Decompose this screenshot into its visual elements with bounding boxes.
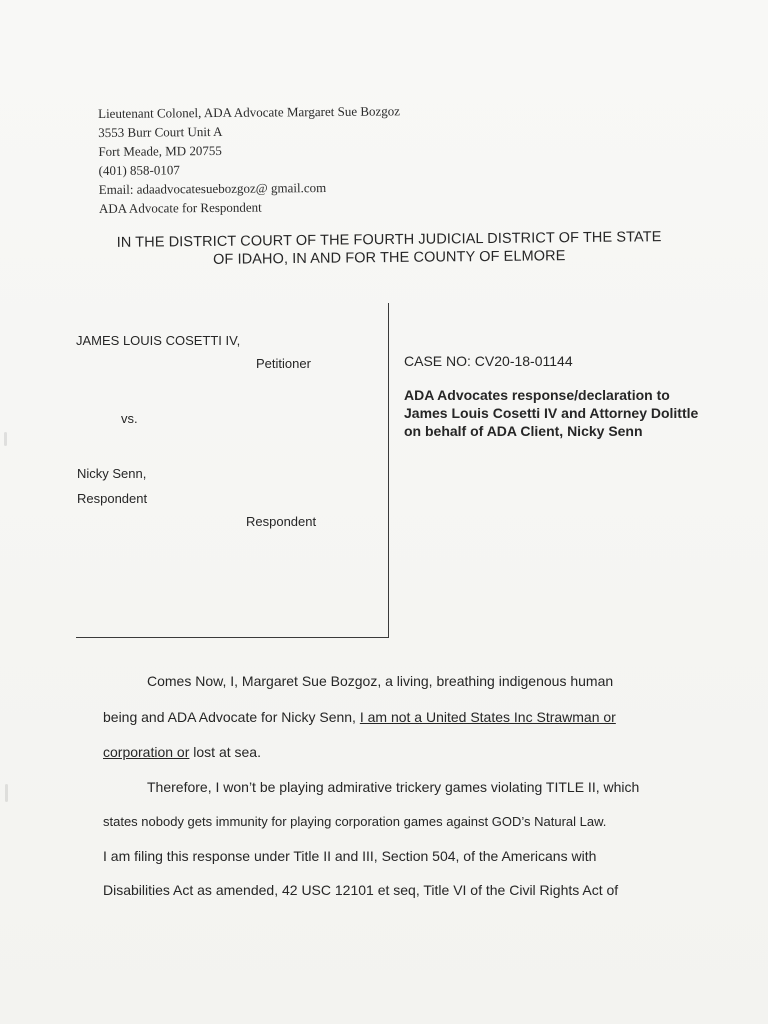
document-title: ADA Advocates response/declaration to James Louis Cosetti IV and Attorney Dolittle on behalf of ADA Client, Nicky Senn [404,387,699,439]
corporation-underlined: corporation or [103,744,190,760]
petitioner-name: JAMES LOUIS COSETTI IV, [76,333,241,348]
scan-artifact [5,784,8,802]
case-number: CASE NO: CV20-18-01144 [404,353,573,369]
paragraph-2-line-2: states nobody gets immunity for playing corporation games against GOD’s Natural Law. [103,814,607,829]
paragraph-1-line-3 [103,744,261,760]
address-line: 3553 Burr Court Unit A [98,123,223,140]
advocate-role-line: ADA Advocate for Respondent [98,199,262,216]
advocate-name-line: Lieutenant Colonel, ADA Advocate Margaret Sue Bozgoz [98,103,401,121]
paragraph-2-line-4: Disabilities Act as amended, 42 USC 12101 et seq, Title VI of the Civil Rights Act of [103,882,619,898]
strawman-statement-underlined: I am not a United States Inc Strawman or [359,709,616,725]
versus-label: vs. [121,411,138,426]
respondent-role: Respondent [77,491,148,506]
caption-horizontal-rule [76,637,389,638]
petitioner-label: Petitioner [256,356,311,371]
email-line: Email: adaadvocatesuebozgoz@ gmail.com [98,180,327,197]
paragraph-2-line-3: I am filing this response under Title II and III, Section 504, of the Americans with [103,848,597,864]
city-state-zip-line: Fort Meade, MD 20755 [98,142,222,159]
respondent-label: Respondent [246,514,317,529]
paragraph-1-line-3-end: lost at sea. [189,744,261,760]
paragraph-1-line-1: Comes Now, I, Margaret Sue Bozgoz, a living, breathing indigenous human [147,673,614,689]
paragraph-1-line-2 [103,709,616,725]
court-title [104,228,674,270]
court-title-line-1: IN THE DISTRICT COURT OF THE FOURTH JUDICIAL DISTRICT OF THE STATE [116,229,662,251]
paragraph-1-line-2-start: being and ADA Advocate for Nicky Senn, [103,709,360,725]
advocate-contact-block [98,100,519,218]
court-title-line-2: OF IDAHO, IN AND FOR THE COUNTY OF ELMORE [212,248,566,268]
phone-line: (401) 858-0107 [98,162,180,178]
respondent-name: Nicky Senn, [77,466,147,481]
scan-artifact [4,432,7,446]
caption-vertical-rule [388,303,389,637]
paragraph-2-line-1: Therefore, I won’t be playing admirative trickery games violating TITLE II, which [147,779,640,795]
